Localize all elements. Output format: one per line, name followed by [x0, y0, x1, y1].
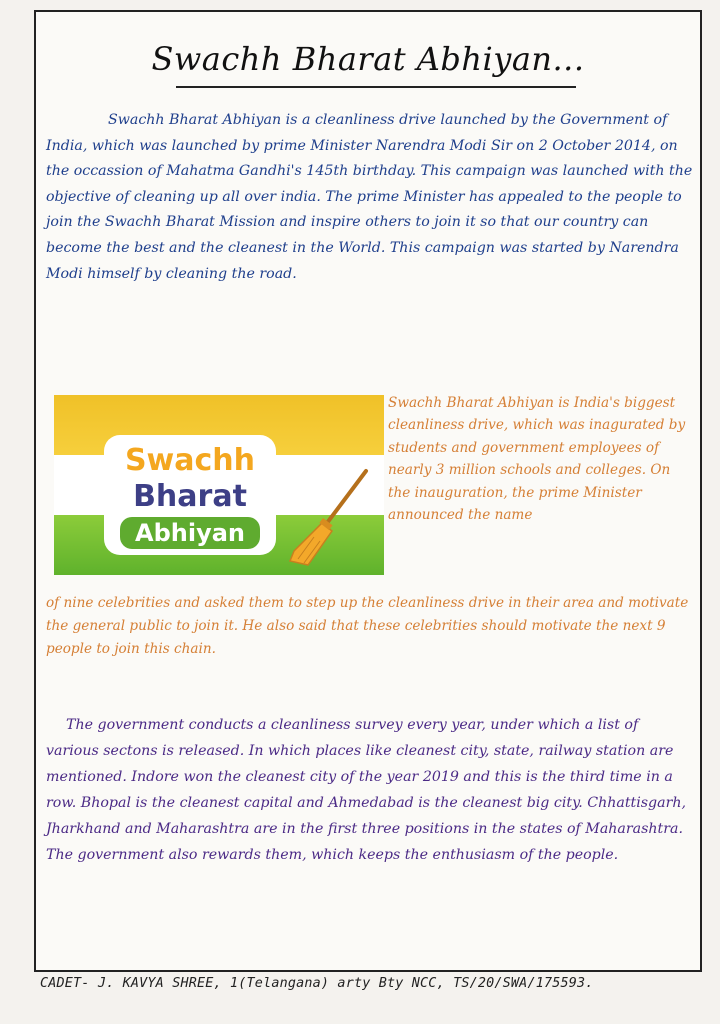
swachh-bharat-logo-banner — [54, 395, 384, 575]
title-underline — [176, 86, 576, 88]
page-title: Swachh Bharat Abhiyan... — [151, 40, 585, 78]
intro-paragraph: Swachh Bharat Abhiyan is a cleanliness drive launched by the Government of India, which was launched by prime Minister Narendra Modi Sir on 2 October 2014, on the occassion of Mahatma Gandhi's 145th birthday. This campaign was launched with the objective of cleaning up all over india. The prime Minister has appealed to the people to join the Swachh Bharat Mission and inspire others to join it so that our country can become the best and the cleanest in the World. This campaign was started by Narendra Modi himself by cleaning the road. — [46, 112, 693, 282]
logo-word-swachh: Swachh — [124, 443, 256, 478]
third-paragraph: The government conducts a cleanliness survey every year, under which a list of various sectons is released. In which places like cleanest city, state, railway station are mentioned. Indore won the cleanest city of the year 2019 and this is the third time in a row. Bhopal is the cleanest capital and Ahmedabad is the cleanest big city. Chhattisgarh, Jharkhand and Maharashtra are in the first three positions in the states of Maharashtra. The government also rewards them, which keeps the enthusiasm of the people. — [46, 717, 687, 863]
logo-card — [104, 435, 276, 555]
author-footer: CADET- J. KAVYA SHREE, 1(Telangana) arty Bty NCC, TS/20/SWA/175593. — [40, 976, 594, 991]
broom-icon — [284, 465, 374, 570]
second-paragraph-continued: of nine celebrities and asked them to step up the cleanliness drive in their area and motivate the general public to join it. He also said that these celebrities should motivate the next 9 people to join this chain. — [46, 595, 689, 657]
logo-word-bharat: Bharat — [133, 479, 247, 514]
second-paragraph-side: Swachh Bharat Abhiyan is India's biggest cleanliness drive, which was inagurated by students and government employees of nearly 3 million schools and colleges. On the inauguration, the prime Minister announced the name — [388, 395, 686, 524]
paper-sheet — [34, 10, 702, 972]
logo-word-abhiyan: Abhiyan — [120, 517, 260, 549]
